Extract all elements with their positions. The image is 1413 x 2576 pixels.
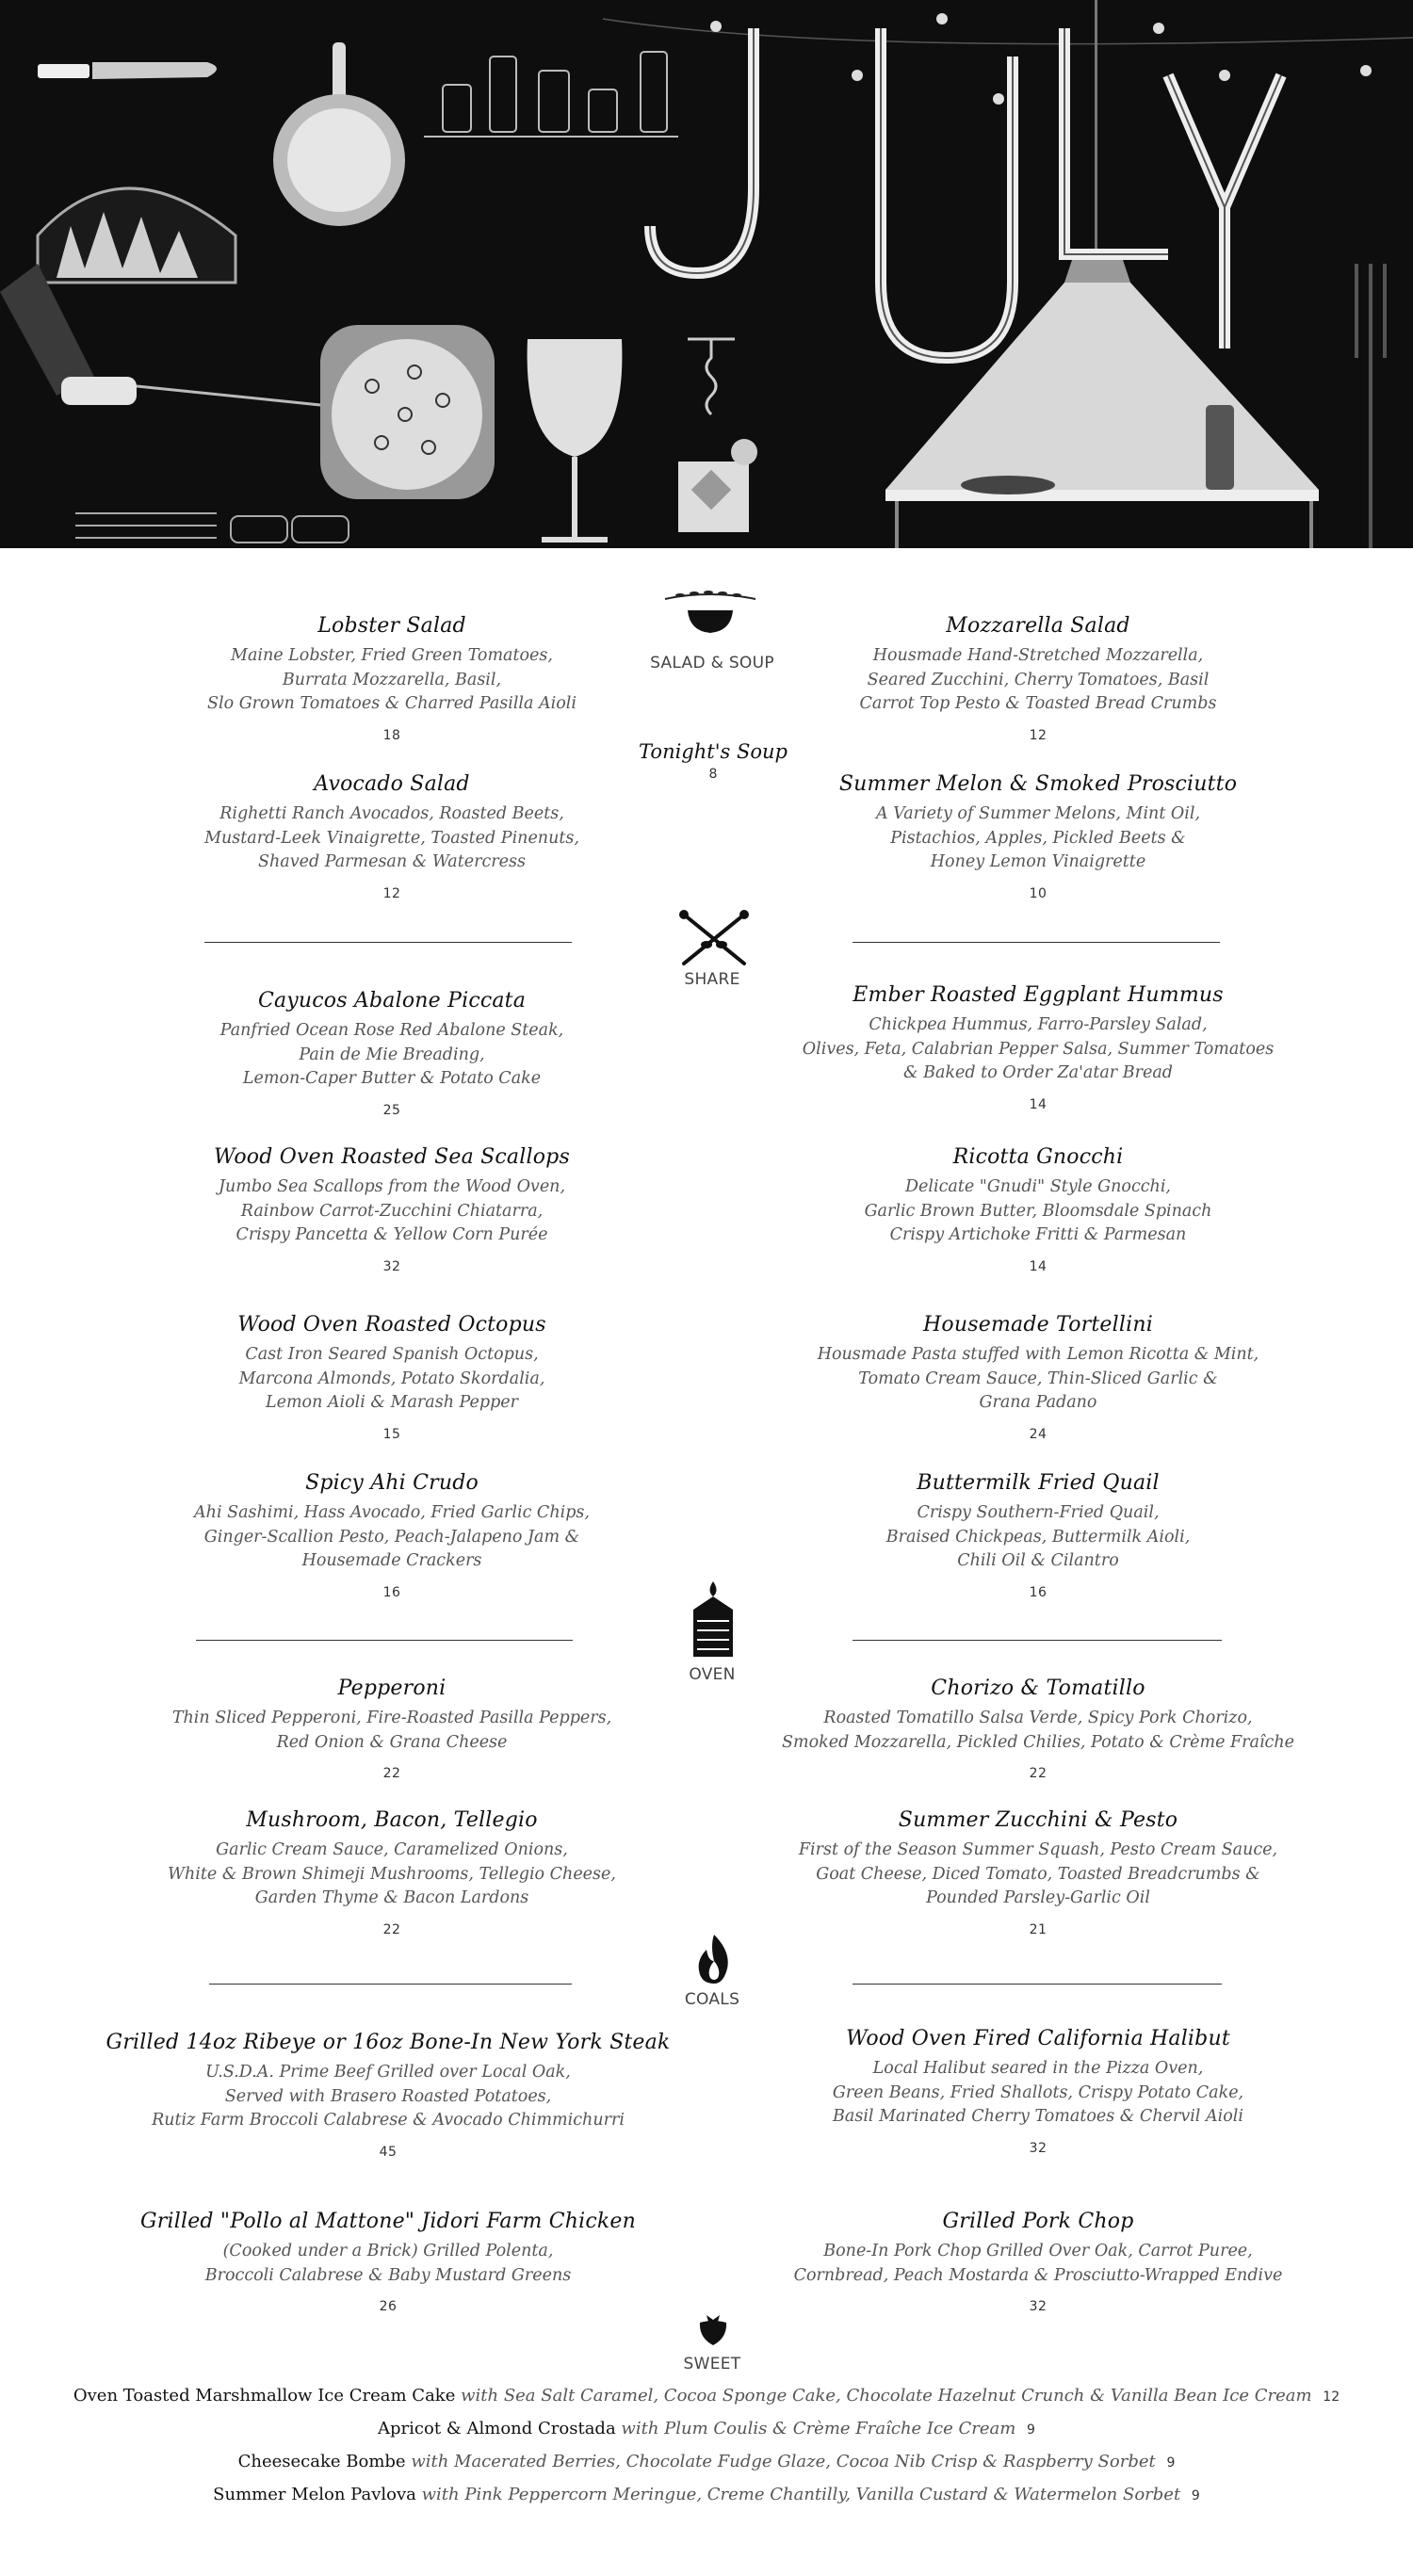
pizza-icon	[320, 325, 495, 499]
dish-price: 22	[1029, 1766, 1048, 1781]
july-title-art	[650, 28, 1281, 358]
dish-price: 32	[1029, 2140, 1048, 2156]
header-illustration	[0, 0, 1413, 548]
dish-description: A Variety of Summer Melons, Mint Oil, Pistachios, Apples, Pickled Beets & Honey Lemon Vinaigrette	[875, 804, 1201, 871]
menu-item	[133, 1806, 651, 1937]
dish-description: Delicate "Gnudi" Style Gnocchi, Garlic Brown Butter, Bloomsdale Spinach Crispy Artichoke Fritti & Parmesan	[864, 1177, 1212, 1244]
menu-item	[803, 1469, 1274, 1600]
dish-name: Avocado Salad	[314, 772, 470, 796]
menu-item	[156, 770, 627, 901]
divider	[204, 942, 572, 943]
dish-name: Ricotta Gnocchi	[952, 1145, 1124, 1169]
dish-name: Buttermilk Fried Quail	[917, 1471, 1160, 1495]
dish-price: 16	[1029, 1584, 1048, 1600]
soup-name: Tonight's Soup	[639, 740, 788, 763]
dish-description: Cast Iron Seared Spanish Octopus, Marcona Almonds, Potato Skordalia, Lemon Aioli & Marash Pepper	[238, 1345, 545, 1412]
strawberry-icon	[697, 2311, 729, 2347]
menu-item	[156, 1143, 627, 1274]
kitchen-illustration	[0, 0, 1413, 548]
dish-name: Summer Zucchini & Pesto	[898, 1808, 1178, 1832]
dessert-price: 9	[1166, 2455, 1176, 2471]
dish-description: Maine Lobster, Fried Green Tomatoes, Burrata Mozzarella, Basil, Slo Grown Tomatoes & Charred Pasilla Aioli	[207, 646, 577, 713]
skillet-icon	[273, 42, 405, 226]
dish-name: Mozzarella Salad	[946, 614, 1130, 638]
section-label-sweet: SWEET	[683, 2355, 741, 2373]
wine-glass-icon	[528, 339, 623, 543]
dish-description: Ahi Sashimi, Hass Avocado, Fried Garlic Chips, Ginger-Scallion Pesto, Peach-Jalapeno Jam & Housemade Crackers	[194, 1503, 590, 1570]
dish-price: 32	[1029, 2299, 1048, 2314]
dish-price: 22	[382, 1921, 401, 1937]
dish-price: 24	[1029, 1426, 1048, 1442]
fork-icon	[1356, 264, 1385, 548]
menu-item	[803, 1143, 1274, 1274]
menu-item	[803, 612, 1274, 743]
dish-price: 25	[382, 1102, 401, 1118]
dessert-description: with Macerated Berries, Chocolate Fudge Glaze, Cocoa Nib Crisp & Raspberry Sorbet	[411, 2452, 1156, 2471]
dish-price: 26	[379, 2299, 398, 2314]
dish-name: Chorizo & Tomatillo	[931, 1677, 1145, 1700]
dessert-description: with Pink Peppercorn Meringue, Creme Chantilly, Vanilla Custard & Watermelon Sorbet	[421, 2485, 1181, 2504]
menu-item	[746, 2208, 1330, 2314]
divider	[853, 1984, 1222, 1985]
dessert-name: Oven Toasted Marshmallow Ice Cream Cake	[73, 2386, 456, 2406]
dish-description: Roasted Tomatillo Salsa Verde, Spicy Pork Chorizo, Smoked Mozzarella, Pickled Chilies, Potato & Crème Fraîche	[782, 1709, 1294, 1752]
dish-name: Lobster Salad	[317, 614, 466, 638]
dish-description: Panfried Ocean Rose Red Abalone Steak, Pain de Mie Breading, Lemon-Caper Butter & Potato Cake	[219, 1021, 564, 1088]
dessert-price: 9	[1027, 2422, 1035, 2438]
dish-description: U.S.D.A. Prime Beef Grilled over Local Oak, Served with Brasero Roasted Potatoes, Rutiz Farm Broccoli Calabrese & Avocado Chimmichurri	[152, 2063, 625, 2130]
menu-item	[774, 2025, 1302, 2156]
oven-icon	[688, 1580, 739, 1661]
dish-name: Pepperoni	[337, 1677, 447, 1700]
menu-item	[156, 612, 627, 743]
pizza-peel-hand-icon	[0, 264, 320, 405]
dessert-item	[0, 2419, 1413, 2438]
dish-description: Housmade Pasta stuffed with Lemon Ricotta & Mint, Tomato Cream Sauce, Thin-Sliced Garlic & Grana Padano	[817, 1345, 1259, 1412]
menu-item	[156, 1311, 627, 1442]
dish-name: Mushroom, Bacon, Tellegio	[246, 1808, 538, 1832]
dish-price: 21	[1029, 1921, 1048, 1937]
section-label-oven: OVEN	[689, 1665, 736, 1684]
dish-price: 10	[1029, 885, 1048, 901]
bottles-shelf-icon	[424, 52, 678, 137]
divider	[209, 1984, 572, 1985]
dish-price: 12	[382, 885, 401, 901]
dish-description: Bone-In Pork Chop Grilled Over Oak, Carrot Puree, Cornbread, Peach Mostarda & Prosciutto-Wrapped Endive	[793, 2242, 1283, 2285]
menu-item	[770, 1806, 1307, 1937]
dish-price: 16	[382, 1584, 401, 1600]
knife-icon	[38, 62, 217, 79]
menu-item	[760, 981, 1316, 1112]
flame-icon	[693, 1933, 735, 1985]
section-label-salad-soup: SALAD & SOUP	[650, 654, 774, 672]
dessert-item	[0, 2386, 1413, 2406]
menu-item	[760, 1311, 1316, 1442]
divider	[853, 942, 1220, 943]
dish-name: Housemade Tortellini	[923, 1313, 1153, 1337]
crossed-forks-icon	[674, 909, 754, 969]
dish-price: 12	[1029, 727, 1048, 743]
dish-description: Local Halibut seared in the Pizza Oven, Green Beans, Fried Shallots, Crispy Potato Cake, Basil Marinated Cherry Tomatoes & Chervil Aioli	[832, 2059, 1244, 2126]
dessert-price: 9	[1191, 2488, 1200, 2503]
menu-item	[156, 987, 627, 1118]
cocktail-icon	[678, 439, 757, 532]
soup-item	[600, 740, 826, 782]
menu-item	[124, 2208, 652, 2314]
pendant-lamp-icon	[885, 0, 1319, 548]
menu-item	[156, 1469, 627, 1600]
menu-item	[803, 770, 1274, 901]
dish-description: Thin Sliced Pepperoni, Fire-Roasted Pasilla Peppers, Red Onion & Grana Cheese	[171, 1709, 612, 1752]
dish-name: Grilled 14oz Ribeye or 16oz Bone-In New York Steak	[106, 2031, 671, 2054]
section-label-share: SHARE	[684, 970, 740, 989]
plates-icon	[75, 513, 349, 543]
dish-price: 22	[382, 1766, 401, 1781]
menu-item	[156, 1675, 627, 1781]
salad-bowl-icon	[661, 588, 759, 640]
dessert-name: Cheesecake Bombe	[237, 2452, 406, 2471]
soup-price: 8	[708, 767, 718, 782]
dessert-name: Apricot & Almond Crostada	[378, 2419, 616, 2438]
dish-price: 14	[1029, 1096, 1048, 1112]
dish-name: Wood Oven Fired California Halibut	[846, 2027, 1230, 2050]
dish-description: (Cooked under a Brick) Grilled Polenta, Broccoli Calabrese & Baby Mustard Greens	[204, 2242, 572, 2285]
dish-price: 45	[379, 2144, 398, 2160]
divider	[196, 1640, 573, 1641]
dessert-description: with Sea Salt Caramel, Cocoa Sponge Cake, Chocolate Hazelnut Crunch & Vanilla Bean Ice Cream	[461, 2386, 1312, 2406]
dish-price: 14	[1029, 1258, 1048, 1274]
dessert-item	[0, 2452, 1413, 2471]
dish-description: First of the Season Summer Squash, Pesto Cream Sauce, Goat Cheese, Diced Tomato, Toasted Breadcrumbs & Pounded Parsley-Garlic Oil	[798, 1840, 1278, 1907]
dessert-name: Summer Melon Pavlova	[213, 2485, 416, 2504]
divider	[853, 1640, 1222, 1641]
dessert-price: 12	[1323, 2390, 1340, 2405]
dish-description: Righetti Ranch Avocados, Roasted Beets, Mustard-Leek Vinaigrette, Toasted Pinenuts, Shaved Parmesan & Watercress	[204, 804, 579, 871]
dish-price: 32	[382, 1258, 401, 1274]
dish-description: Jumbo Sea Scallops from the Wood Oven, Rainbow Carrot-Zucchini Chiatarra, Crispy Pancetta & Yellow Corn Purée	[218, 1177, 566, 1244]
dish-name: Grilled "Pollo al Mattone" Jidori Farm Chicken	[140, 2210, 636, 2233]
dish-description: Crispy Southern-Fried Quail, Braised Chickpeas, Buttermilk Aioli, Chili Oil & Cilantro	[885, 1503, 1191, 1570]
dish-description: Housmade Hand-Stretched Mozzarella, Seared Zucchini, Cherry Tomatoes, Basil Carrot Top Pesto & Toasted Bread Crumbs	[859, 646, 1217, 713]
corkscrew-icon	[688, 339, 735, 414]
dish-name: Wood Oven Roasted Octopus	[237, 1313, 546, 1337]
menu-item	[106, 2029, 671, 2160]
dish-name: Ember Roasted Eggplant Hummus	[853, 983, 1224, 1007]
dish-description: Chickpea Hummus, Farro-Parsley Salad, Olives, Feta, Calabrian Pepper Salsa, Summer Tomatoes & Baked to Order Za'atar Bread	[802, 1015, 1275, 1082]
dish-name: Wood Oven Roasted Sea Scallops	[214, 1145, 570, 1169]
dish-name: Cayucos Abalone Piccata	[257, 989, 527, 1013]
dish-name: Grilled Pork Chop	[942, 2210, 1134, 2233]
dish-price: 18	[382, 727, 401, 743]
dish-name: Summer Melon & Smoked Prosciutto	[838, 772, 1238, 796]
dessert-item	[0, 2485, 1413, 2504]
dessert-description: with Plum Coulis & Crème Fraîche Ice Cream	[621, 2419, 1016, 2438]
dish-price: 15	[382, 1426, 401, 1442]
dish-name: Spicy Ahi Crudo	[305, 1471, 479, 1495]
dish-description: Garlic Cream Sauce, Caramelized Onions, White & Brown Shimeji Mushrooms, Tellegio Cheese, Garden Thyme & Bacon Lardons	[168, 1840, 616, 1907]
wood-oven-icon	[38, 188, 236, 283]
menu-item	[746, 1675, 1330, 1781]
section-label-coals: COALS	[684, 1990, 740, 2009]
